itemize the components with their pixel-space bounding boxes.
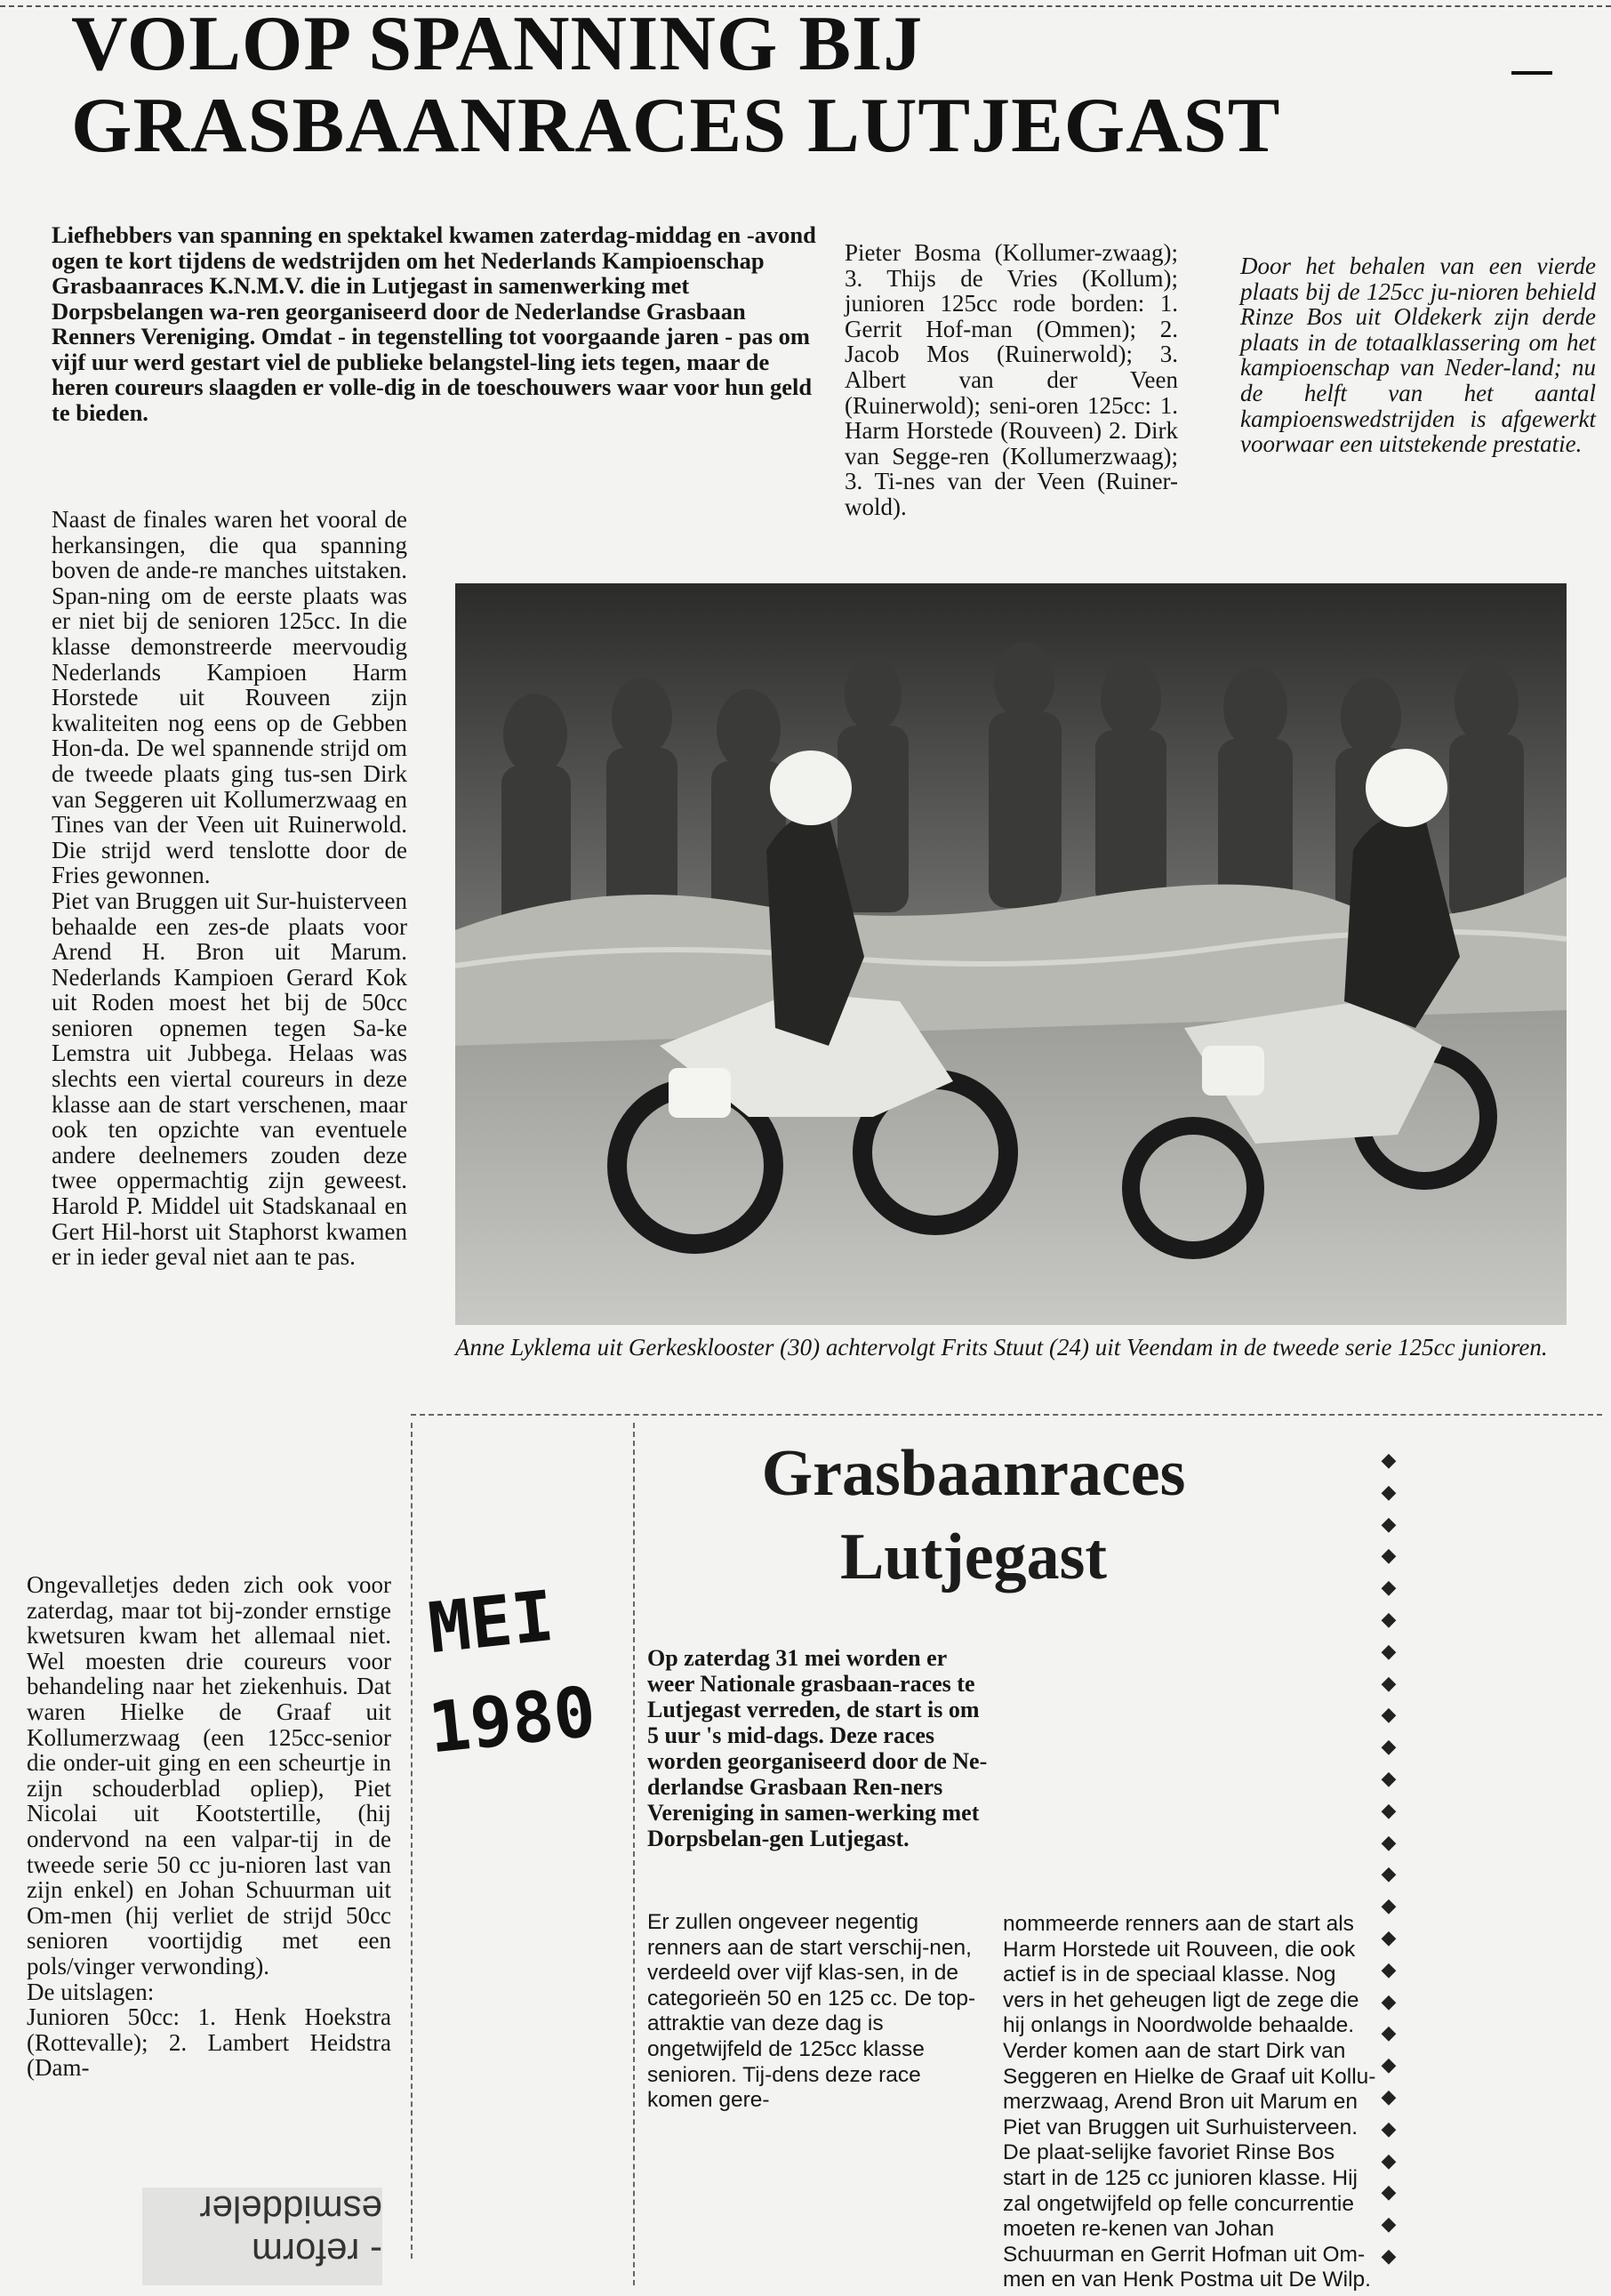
handwritten-month: MEI xyxy=(424,1576,558,1670)
headline xyxy=(71,1,1583,169)
cut-line-photo-bottom xyxy=(411,1414,1602,1416)
diamond-icon: ◆ xyxy=(1381,2213,1397,2236)
diamond-icon: ◆ xyxy=(1381,1704,1397,1727)
column-left xyxy=(52,507,407,1270)
second-article-body: Er zullen ongeveer negentig renners aan de start verschij-nen, verdeeld over vijf klas-sen, in de categorieën 50 en 125 cc. De top-attraktie van deze dag is ongetwijfeld de 125cc klasse senioren. Tij-dens deze race komen gere- xyxy=(647,1910,976,2113)
mirrored-fragment-line-1: esmiddeler xyxy=(199,2188,382,2230)
second-article-title-line-1: Grasbaanraces xyxy=(761,1437,1186,1510)
diamond-icon: ◆ xyxy=(1381,2181,1397,2204)
diamond-icon: ◆ xyxy=(1381,1958,1397,1981)
headline-line-2: GRASBAANRACES LUTJEGAST xyxy=(71,83,1281,169)
diamond-icon: ◆ xyxy=(1381,1831,1397,1854)
diamond-icon: ◆ xyxy=(1381,1926,1397,1949)
second-article-left-border xyxy=(633,1423,635,2285)
diamond-icon: ◆ xyxy=(1381,1481,1397,1504)
race-photo xyxy=(455,583,1567,1325)
diamond-icon: ◆ xyxy=(1381,1736,1397,1759)
diamond-border xyxy=(1376,1449,1401,2268)
diamond-icon: ◆ xyxy=(1381,2022,1397,2045)
diamond-icon: ◆ xyxy=(1381,1545,1397,1568)
diamond-icon: ◆ xyxy=(1381,2117,1397,2140)
diamond-icon: ◆ xyxy=(1381,1577,1397,1600)
photo-caption: Anne Lyklema uit Gerkesklooster (30) achtervolgt Frits Stuut (24) uit Veendam in de tweede serie 125cc junioren. xyxy=(455,1334,1548,1361)
second-article-right-column: nommeerde renners aan de start als Harm Horstede uit Rouveen, die ook actief is in de speciaal klasse. Nog vers in het geheugen ligt de zege die hij onlangs in Noordwolde behaalde. Verder komen aan de start Dirk van Seggeren en Hielke de Graaf uit Kollu-merzwaag, Arend Bron uit Marum en Piet van Bruggen uit Surhuisterveen. De plaat-selijke favoriet Rinse Bos start in de 125 cc junioren klasse. Hij zal ongetwijfeld op felle concurrentie moeten re-kenen van Johan Schuurman en Gerrit Hofman uit Om-men en van Henk Postma uit De Wilp. xyxy=(1003,1912,1376,2292)
diamond-icon: ◆ xyxy=(1381,2149,1397,2172)
diamond-icon: ◆ xyxy=(1381,1640,1397,1663)
diamond-icon: ◆ xyxy=(1381,1513,1397,1536)
mirrored-fragment-line-2: - reform xyxy=(252,2231,382,2273)
diamond-icon: ◆ xyxy=(1381,1799,1397,1822)
second-article-lead: Op zaterdag 31 mei worden er weer Nationale grasbaan-races te Lutjegast verreden, de start is om 5 uur 's mid-dags. Deze races worden georganiseerd door de Ne-derlandse Grasbaan Ren-ners Vereniging in samen-werking met Dorpsbelan-gen Lutjegast. xyxy=(647,1645,988,1851)
paragraph-herkansingen: Naast de finales waren het vooral de herkansingen, die qua spanning boven de ande-re manches uitstaken. Span-ning om de eerste plaats was er niet bij de senioren 125cc. In die klasse demonstreerde meervoudig Nederlands Kampioen Harm Horstede uit Rouveen zijn kwaliteiten nog eens op de Gebben Hon-da. De wel spannende strijd om de tweede plaats ging tus-sen Dirk van Seggeren uit Kollumerzwaag en Tines van der Veen uit Ruinerwold. Die strijd werd tenslotte door de Fries gewonnen. xyxy=(52,506,407,889)
diamond-icon: ◆ xyxy=(1381,2054,1397,2077)
diamond-icon: ◆ xyxy=(1381,1863,1397,1886)
paragraph-ongevalletjes: Ongevalletjes deden zich ook voor zaterdag, maar tot bij-zonder ernstige kwetsuren kwam het allemaal niet. Wel moesten drie coureurs voor behandeling naar het ziekenhuis. Dat waren Hielke de Graaf uit Kollumerzwaag (een 125cc-senior die onder-uit ging en een scheurtje in zijn schouderblad opliep), Piet Nicolai uit Kootstertille, (hij ondervond na een valpar-tij in de tweede serie 50 cc ju-nioren last van zijn enkel) en Johan Schuurman uit Om-men (hij verliet de strijd 50cc senioren voortijdig met een pols/vinger verwonding). xyxy=(27,1571,391,1979)
column-right-italic: Door het behalen van een vierde plaats bij de 125cc ju-nioren behield Rinze Bos uit Oldekerk zijn derde plaats in de totaalklassering om het kampioenschap van Neder-land; nu de helft van het aantal kampioenswedstrijden is afgewerkt voorwaar een uitstekende prestatie. xyxy=(1240,253,1596,458)
diamond-icon: ◆ xyxy=(1381,1895,1397,1918)
diamond-icon: ◆ xyxy=(1381,1672,1397,1695)
second-article-title-line-2: Lutjegast xyxy=(839,1521,1108,1594)
mirrored-fragment xyxy=(142,2188,382,2285)
race-photo-image xyxy=(455,583,1567,1325)
headline-dash xyxy=(1511,71,1552,75)
headline-line-1: VOLOP SPANNING BIJ xyxy=(71,1,924,87)
diamond-icon: ◆ xyxy=(1381,2085,1397,2108)
diamond-icon: ◆ xyxy=(1381,2244,1397,2268)
diamond-icon: ◆ xyxy=(1381,1990,1397,2013)
diamond-icon: ◆ xyxy=(1381,1608,1397,1631)
second-article-title xyxy=(662,1432,1285,1599)
cut-line-left-column xyxy=(411,1423,413,2259)
paragraph-van-bruggen: Piet van Bruggen uit Sur-huisterveen behaalde een zes-de plaats voor Arend H. Bron uit Marum. Nederlands Kampioen Gerard Kok uit Roden moest het bij de 50cc senioren opnemen tegen Sa-ke Lemstra uit Jubbega. Helaas was slechts een viertal coureurs in deze klasse aan de start verschenen, maar ook ten opzichte van eventuele andere deelnemers zouden deze twee oppermachtig zijn geweest. Harold P. Middel uit Stadskanaal en Gert Hil-horst uit Staphorst kwamen er in ieder geval niet aan te pas. xyxy=(52,887,407,1271)
paragraph-uitslagen-label: De uitslagen: xyxy=(27,1978,155,2005)
diamond-icon: ◆ xyxy=(1381,1449,1397,1472)
column-left-lower xyxy=(27,1572,391,2081)
column-middle: Pieter Bosma (Kollumer-zwaag); 3. Thijs de Vries (Kollum); junioren 125cc rode borden: 1. Gerrit Hof-man (Ommen); 2. Jacob Mos (Ruinerwold); 3. Albert van der Veen (Ruinerwold); seni-oren 125cc: 1. Harm Horstede (Rouveen) 2. Dirk van Segge-ren (Kollumerzwaag); 3. Ti-nes van der Veen (Ruiner-wold). xyxy=(845,239,1178,520)
diamond-icon: ◆ xyxy=(1381,1767,1397,1790)
handwritten-year: 1980 xyxy=(424,1672,600,1770)
lead-paragraph: Liefhebbers van spanning en spektakel kwamen zaterdag-middag en -avond ogen te kort tijdens de wedstrijden om het Nederlands Kampioenschap Grasbaanraces K.N.M.V. die in Lutjegast in samenwerking met Dorpsbelangen wa-ren georganiseerd door de Nederlandse Grasbaan Renners Vereniging. Omdat - in tegenstelling tot voorgaande jaren - pas om vijf uur werd gestart viel de publieke belangstel-ling iets tegen, maar de heren coureurs slaagden er volle-dig in de toeschouwers waar voor hun geld te bieden. xyxy=(52,221,816,426)
paragraph-uitslagen: Junioren 50cc: 1. Henk Hoekstra (Rottevalle); 2. Lambert Heidstra (Dam- xyxy=(27,2003,391,2082)
